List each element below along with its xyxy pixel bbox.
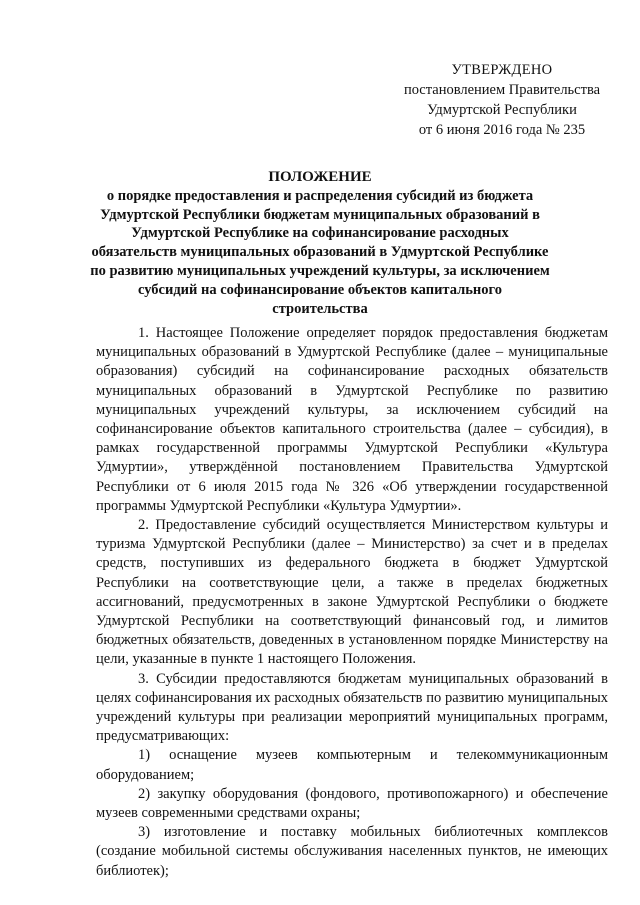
- paragraph-1: 1. Настоящее Положение определяет порядок предоставления бюджетам муниципальных образований в Удмуртской Республике (далее – муниципальные образования) субсидий на софинансирование расходных обязательств муниципальных образований в Удмуртской Республике по развитию муниципальных учреждений культуры, за исключением субсидий на софинансирование объектов капитального строительства (далее – субсидия), в рамках государственной программы Удмуртской Республики «Культура Удмуртии», утверждённой постановлением Правительства Удмуртской Республики от 6 июля 2015 года № 326 «Об утверждении государственной программы Удмуртской Республики «Культура Удмуртии».: [96, 325, 608, 514]
- document-title: ПОЛОЖЕНИЕ: [268, 169, 372, 185]
- list-item-1: 1) оснащение музеев компьютерным и телекоммуникационным оборудованием;: [96, 747, 608, 783]
- document-title-block: [90, 168, 550, 318]
- paragraph-3: 3. Субсидии предоставляются бюджетам муниципальных образований в целях софинансирования их расходных обязательств по развитию муниципальных учреждений культуры при реализации мероприятий муниципальных программ, предусматривающих:: [96, 670, 608, 745]
- document-body: [96, 324, 608, 881]
- document-subtitle: о порядке предоставления и распределения субсидий из бюджета Удмуртской Республики бюджетам муниципальных образований в Удмуртской Республике на софинансирование расходных обязательств муниципальных образований в Удмуртской Республике по развитию муниципальных учреждений культуры, за исключением субсидий на софинансирование объектов капитального строительства: [90, 187, 550, 317]
- paragraph-2: 2. Предоставление субсидий осуществляется Министерством культуры и туризма Удмуртской Республики (далее – Министерство) за счет и в пределах средств, поступивших из федерального бюджета в бюджет Удмуртской Республики на соответствующие цели, а также в пределах бюджетных ассигнований, предусмотренных в законе Удмуртской Республики о бюджете Удмуртской Республики на соответствующий финансовый год, и лимитов бюджетных обязательств, доведенных в установленном порядке Министерству на цели, указанные в пункте 1 настоящего Положения.: [96, 517, 608, 668]
- approval-line-republic: Удмуртской Республики: [427, 102, 577, 118]
- list-item-2: 2) закупку оборудования (фондового, противопожарного) и обеспечение музеев современными средствами охраны;: [96, 785, 608, 822]
- approval-line-date: от 6 июня 2016 года № 235: [418, 122, 586, 138]
- approval-line-resolution: постановлением Правительства: [403, 82, 601, 98]
- approval-stamp: [392, 60, 612, 140]
- list-item-3: 3) изготовление и поставку мобильных библиотечных комплексов (создание мобильной системы обслуживания населенных пунктов, не имеющих библиотек);: [96, 824, 608, 879]
- approved-heading: УТВЕРЖДЕНО: [451, 62, 553, 78]
